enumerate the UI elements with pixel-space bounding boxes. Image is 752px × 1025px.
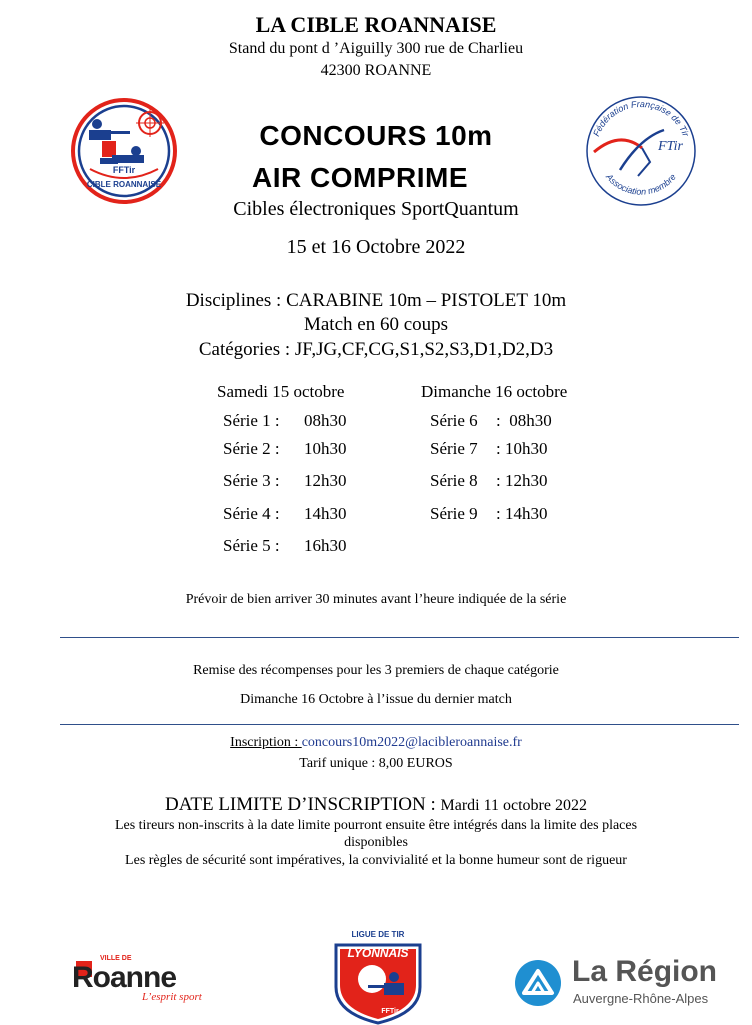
event-dates: 15 et 16 Octobre 2022	[286, 236, 466, 258]
sunday-label: Dimanche 16 octobre	[421, 382, 568, 401]
region-subtitle: Auvergne-Rhône-Alpes	[573, 991, 709, 1006]
sunday-time-6: : 08h30	[496, 411, 552, 430]
inscription-label: Inscription :	[230, 735, 302, 750]
ligue-top-text: LIGUE DE TIR	[351, 930, 405, 939]
deadline-line	[0, 794, 752, 816]
divider-2	[60, 724, 739, 725]
subtitle: Cibles électroniques SportQuantum	[233, 198, 519, 220]
sunday-time-9: : 14h30	[496, 504, 548, 523]
match-format: Match en 60 coups	[303, 314, 449, 335]
saturday-serie-3: Série 3 :	[223, 471, 280, 490]
club-name: LA CIBLE ROANNAISE	[255, 12, 497, 37]
fftir-logo-mark: FTir	[658, 139, 683, 154]
ligue-mark: FFTir	[381, 1008, 399, 1015]
rule-2: Les règles de sécurité sont impératives, la convivialité et la bonne humeur sont de rigueur	[125, 853, 627, 868]
sunday-serie-7: Série 7	[430, 439, 478, 458]
tarif: Tarif unique : 8,00 EUROS	[299, 756, 453, 771]
rule-1b: disponibles	[344, 835, 408, 850]
title-line-1: CONCOURS 10m	[259, 120, 493, 151]
sunday-time-8: : 12h30	[496, 471, 548, 490]
sunday-serie-8: Série 8	[430, 471, 478, 490]
saturday-time-4: 14h30	[304, 504, 347, 523]
inscription-line	[0, 735, 752, 751]
sunday-serie-9: Série 9	[430, 504, 478, 523]
title-line-2: AIR COMPRIME	[252, 162, 468, 193]
ligue-lyonnais-logo	[328, 927, 428, 1025]
saturday-time-5: 16h30	[304, 536, 347, 555]
divider-1	[60, 637, 739, 638]
arrival-note: Prévoir de bien arriver 30 minutes avant l’heure indiquée de la série	[185, 592, 567, 607]
fftir-logo-bottom-text: Association membre	[604, 171, 678, 197]
saturday-serie-1: Série 1 :	[223, 411, 280, 430]
roanne-logo	[72, 955, 232, 1005]
roanne-small-text: VILLE DE	[100, 955, 132, 962]
region-logo-icon	[514, 959, 562, 1007]
saturday-serie-2: Série 2 :	[223, 439, 280, 458]
sunday-time-7: : 10h30	[496, 439, 548, 458]
inscription-email-link[interactable]: concours10m2022@lacibleroannaise.fr	[301, 735, 522, 750]
saturday-serie-5: Série 5 :	[223, 536, 280, 555]
region-name: La Région	[572, 955, 718, 988]
region-logo	[514, 955, 744, 1010]
address-line-1: Stand du pont d ’Aiguilly 300 rue de Charlieu	[228, 40, 524, 57]
roanne-tagline: L’esprit sport	[142, 991, 202, 1003]
awards-line-1: Remise des récompenses pour les 3 premiers de chaque catégorie	[193, 663, 559, 678]
saturday-label: Samedi 15 octobre	[217, 382, 345, 401]
rule-1a: Les tireurs non-inscrits à la date limite pourront ensuite être intégrés dans la limite des places	[114, 818, 638, 833]
ligue-name: LYONNAIS	[347, 946, 409, 960]
saturday-time-2: 10h30	[304, 439, 347, 458]
saturday-serie-4: Série 4 :	[223, 504, 280, 523]
deadline-label: DATE LIMITE D’INSCRIPTION :	[165, 794, 441, 815]
saturday-time-1: 08h30	[304, 411, 347, 430]
club-logo-mark: FFTir	[112, 165, 136, 175]
saturday-time-3: 12h30	[304, 471, 347, 490]
address-line-2: 42300 ROANNE	[320, 62, 432, 79]
sunday-serie-6: Série 6	[430, 411, 478, 430]
fftir-logo-top-text: Fédération Française de Tir	[591, 98, 691, 138]
club-logo-text: CIBLE ROANNAISE	[86, 180, 162, 189]
awards-line-2: Dimanche 16 Octobre à l’issue du dernier match	[240, 692, 512, 707]
categories: Catégories : JF,JG,CF,CG,S1,S2,S3,D1,D2,D3	[198, 339, 554, 360]
roanne-name: Roanne	[72, 961, 177, 994]
deadline-date: Mardi 11 octobre 2022	[440, 797, 587, 814]
disciplines: Disciplines : CARABINE 10m – PISTOLET 10m	[185, 290, 567, 311]
